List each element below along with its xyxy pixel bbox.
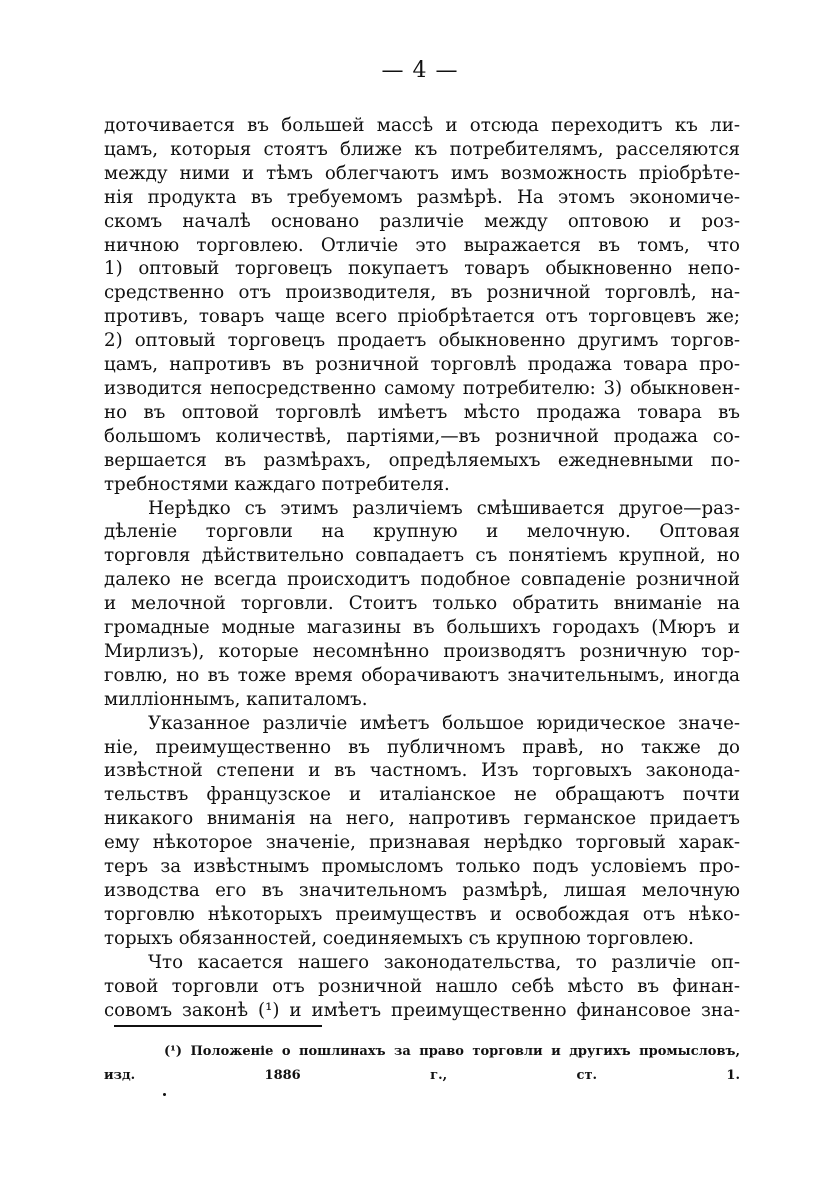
text-line: никакого вниманія на него, напротивъ германское придаетъ: [104, 808, 740, 830]
text-line: и мелочной торговли. Стоитъ только обратить вниманіе на: [104, 593, 740, 615]
page-number: — 4 —: [381, 58, 459, 83]
text-line: скомъ началѣ основано различіе между оптовою и роз-: [104, 210, 740, 232]
ink-speck: [163, 1093, 166, 1096]
paragraph-2: [104, 497, 740, 712]
text-line: Что касается нашего законодательства, то различіе оп-: [148, 951, 740, 973]
text-line: Мирлизъ), которые несомнѣнно производятъ розничную тор-: [104, 640, 740, 662]
paragraph-1: [104, 114, 740, 497]
text-line: далеко не всегда происходитъ подобное совпаденіе розничной: [104, 569, 740, 591]
text-line: нія продукта въ требуемомъ размѣрѣ. На этомъ экономиче-: [104, 186, 740, 208]
paragraph-4: [104, 951, 740, 1023]
text-line: цамъ, напротивъ въ розничной торговлѣ продажа товара про-: [104, 354, 740, 376]
text-line: цамъ, которыя стоятъ ближе къ потребителямъ, расселяются: [104, 138, 740, 160]
text-line: ничною торговлею. Отличіе это выражается въ томъ, что: [104, 234, 740, 256]
text-line: громадные модные магазины въ большихъ городахъ (Мюръ и: [104, 617, 740, 639]
footnote-line: изд. 1886 г., ст. 1.: [104, 1068, 740, 1083]
text-line: извѣстной степени и въ частномъ. Изъ торговыхъ законода-: [104, 760, 740, 782]
text-line: ніе, преимущественно въ публичномъ правѣ, но также до: [104, 736, 740, 758]
text-line: совомъ законѣ (¹) и имѣетъ преимущественно финансовое зна-: [104, 999, 740, 1021]
text-line: между ними и тѣмъ облегчаютъ имъ возможность пріобрѣте-: [104, 162, 740, 184]
text-line: требностями каждаго потребителя.: [104, 473, 450, 495]
text-line: теръ за извѣстнымъ промысломъ только подъ условіемъ про-: [104, 856, 740, 878]
text-line: торыхъ обязанностей, соединяемыхъ съ крупною торговлею.: [104, 927, 694, 949]
text-line: доточивается въ большей массѣ и отсюда переходитъ къ ли-: [104, 115, 740, 136]
text-line: изводится непосредственно самому потребителю: 3) обыкновен-: [104, 377, 740, 399]
text-line: большомъ количествѣ, партіями,—въ розничной продажа со-: [104, 425, 740, 447]
paragraph-3: [104, 712, 740, 951]
text-line: Нерѣдко съ этимъ различіемъ смѣшивается другое—раз-: [148, 497, 740, 519]
text-line: вершается въ размѣрахъ, опредѣляемыхъ ежедневными по-: [104, 449, 740, 471]
text-line: торговлю нѣкоторыхъ преимуществъ и освобождая отъ нѣко-: [104, 903, 740, 925]
text-line: товой торговли отъ розничной нашло себѣ мѣсто въ финан-: [104, 975, 740, 997]
text-line: изводства его въ значительномъ размѣрѣ, лишая мелочную: [104, 880, 740, 901]
text-line: Указанное различіе имѣетъ большое юридическое значе-: [148, 712, 740, 734]
body-text: [104, 114, 740, 1022]
text-line: торговля дѣйствительно совпадаетъ съ понятіемъ крупной, но: [104, 545, 740, 567]
text-line: противъ, товаръ чаще всего пріобрѣтается отъ торговцевъ же;: [104, 306, 740, 328]
text-line: 1) оптовый торговецъ покупаетъ товаръ обыкновенно непо-: [104, 258, 740, 280]
text-line: дѣленіе торговли на крупную и мелочную. Оптовая: [104, 521, 740, 543]
footnote-divider: [114, 1025, 322, 1027]
text-line: говлю, но въ тоже время оборачиваютъ значительнымъ, иногда: [104, 664, 740, 686]
footnote-line: (¹) Положеніе о пошлинахъ за право торговли и другихъ промысловъ,: [164, 1044, 740, 1059]
text-line: 2) оптовый торговецъ продаетъ обыкновенно другимъ торгов-: [104, 330, 740, 352]
text-line: средственно отъ производителя, въ розничной торговлѣ, на-: [104, 282, 740, 304]
text-line: ему нѣкоторое значеніе, признавая нерѣдко торговый харак-: [104, 832, 740, 854]
text-line: но въ оптовой торговлѣ имѣетъ мѣсто продажа товара въ: [104, 401, 740, 423]
text-line: милліоннымъ, капиталомъ.: [104, 688, 368, 710]
footnote: [104, 1040, 740, 1088]
text-line: тельствъ французское и италіанское не обращаютъ почти: [104, 784, 740, 806]
